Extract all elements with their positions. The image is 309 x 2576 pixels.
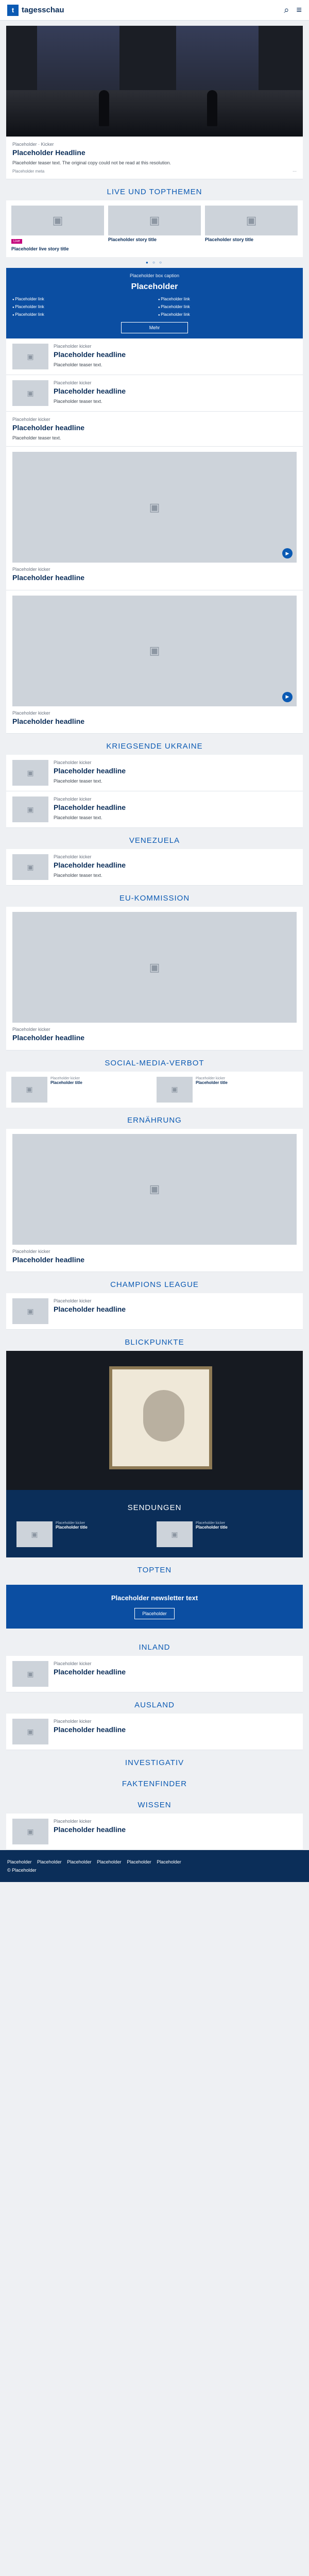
story-headline: Placeholder headline <box>12 573 85 582</box>
section-topten: TOPTEN <box>137 1566 172 1575</box>
story-headline: Placeholder headline <box>12 423 85 432</box>
play-icon[interactable]: ▶ <box>282 692 293 702</box>
live-badge: Live <box>11 239 22 244</box>
grid-item-kicker: Placeholder kicker <box>196 1521 226 1526</box>
image-placeholder-icon: ▣ <box>12 760 48 786</box>
grid-item-kicker: Placeholder kicker <box>196 1076 226 1080</box>
grid-item-title: Placeholder title <box>56 1525 88 1530</box>
info-link[interactable]: ● Placeholder link <box>12 297 151 301</box>
footer-link[interactable]: Placeholder <box>67 1859 92 1865</box>
image-placeholder-icon: ▣ <box>157 1521 193 1547</box>
play-icon[interactable]: ▶ <box>282 548 293 558</box>
story-item[interactable] <box>6 338 303 375</box>
story-kicker: Placeholder kicker <box>54 380 92 386</box>
live-item[interactable] <box>108 206 201 252</box>
figure <box>99 90 109 126</box>
stage <box>6 90 303 137</box>
story-headline: Placeholder headline <box>54 1725 126 1734</box>
info-link[interactable]: ● Placeholder link <box>158 304 297 309</box>
story-headline: Placeholder headline <box>54 803 126 812</box>
sendungen-grid <box>11 1516 298 1552</box>
picture-frame <box>109 1366 212 1469</box>
section-kriegsende: KRIEGSENDE UKRAINE <box>106 742 203 751</box>
section-inland: INLAND <box>139 1643 170 1652</box>
story-item[interactable] <box>6 1814 303 1850</box>
story-headline: Placeholder headline <box>54 861 126 870</box>
section-faktenfinder: FAKTENFINDER <box>122 1780 187 1789</box>
story-headline: Placeholder headline <box>12 717 85 725</box>
story-headline: Placeholder headline <box>54 350 126 359</box>
section-venezuela: VENEZUELA <box>129 836 180 845</box>
image-placeholder-icon: ▣ <box>12 1661 48 1687</box>
hero-image[interactable] <box>6 26 303 137</box>
video-story[interactable] <box>6 907 303 1050</box>
section-investigativ: INVESTIGATIV <box>125 1758 184 1768</box>
story-headline: Placeholder headline <box>54 1305 126 1314</box>
info-box <box>6 268 303 338</box>
grid-item[interactable] <box>157 1521 293 1547</box>
live-item-title: Placeholder story title <box>205 237 254 243</box>
section-champions: CHAMPIONS LEAGUE <box>110 1280 199 1290</box>
live-item[interactable] <box>205 206 298 252</box>
carousel-dots[interactable]: ● ○ ○ <box>146 260 163 265</box>
grid-item[interactable] <box>157 1077 298 1103</box>
portrait <box>143 1390 184 1442</box>
image-placeholder-icon: ▣ <box>12 1134 297 1245</box>
story-item[interactable] <box>6 1714 303 1750</box>
image-placeholder-icon: ▣ ▶ <box>12 452 297 563</box>
story-teaser: Placeholder teaser text. <box>54 815 102 820</box>
image-placeholder-icon: ▣ <box>16 1521 53 1547</box>
sendungen-section <box>6 1490 303 1557</box>
story-kicker: Placeholder kicker <box>12 710 50 716</box>
figure <box>207 90 217 126</box>
story-headline: Placeholder headline <box>54 1825 126 1834</box>
video-story[interactable] <box>6 590 303 734</box>
section-blickpunkte: BLICKPUNKTE <box>125 1338 184 1347</box>
newsletter-title: Placeholder newsletter text <box>111 1594 198 1602</box>
section-wissen: WISSEN <box>138 1801 171 1810</box>
footer-link[interactable]: Placeholder <box>97 1859 122 1865</box>
story-kicker: Placeholder kicker <box>54 1719 92 1724</box>
page-footer <box>0 1850 309 1882</box>
story-item[interactable] <box>6 1656 303 1692</box>
story-kicker: Placeholder kicker <box>54 760 92 766</box>
story-kicker: Placeholder kicker <box>54 796 92 802</box>
story-kicker: Placeholder kicker <box>12 1027 50 1032</box>
info-link[interactable]: ● Placeholder link <box>158 312 297 317</box>
grid-item-title: Placeholder title <box>50 1080 82 1085</box>
live-item[interactable] <box>11 206 104 252</box>
menu-icon[interactable]: ≡ <box>296 5 302 15</box>
story-meta: Placeholder meta <box>12 169 45 174</box>
live-row <box>6 200 303 257</box>
grid-item-title: Placeholder title <box>196 1525 228 1530</box>
share-icon[interactable]: ⋯ <box>293 169 297 174</box>
info-link[interactable]: ● Placeholder link <box>12 312 151 317</box>
story-kicker: Placeholder kicker <box>54 1298 92 1304</box>
video-story[interactable] <box>6 447 303 590</box>
info-box-title: Placeholder box caption <box>129 273 180 279</box>
image-placeholder-icon: ▣ <box>12 1298 48 1324</box>
story-teaser: Placeholder teaser text. The original copy could not be read at this resolution. <box>12 160 171 165</box>
logo[interactable] <box>7 5 64 16</box>
grid-item[interactable] <box>11 1077 152 1103</box>
image-placeholder-icon: ▣ <box>12 912 297 1023</box>
grid-item[interactable] <box>16 1521 152 1547</box>
image-placeholder-icon: ▣ <box>12 1719 48 1744</box>
story-kicker: Placeholder kicker <box>54 1819 92 1824</box>
image-placeholder-icon: ▣ <box>108 206 201 235</box>
image-placeholder-icon: ▣ <box>157 1077 193 1103</box>
grid-item-kicker: Placeholder kicker <box>56 1521 85 1526</box>
story-teaser: Placeholder teaser text. <box>54 362 102 367</box>
section-sendungen: SENDUNGEN <box>127 1503 182 1513</box>
story-headline[interactable]: Placeholder Headline <box>12 148 85 157</box>
section-live: LIVE UND TOPTHEMEN <box>107 188 202 197</box>
image-placeholder-icon: ▣ ▶ <box>12 596 297 706</box>
section-ernaehrung: ERNÄHRUNG <box>127 1115 182 1125</box>
grid-item-kicker: Placeholder kicker <box>50 1076 80 1080</box>
image-placeholder-icon: ▣ <box>12 796 48 822</box>
info-box-button[interactable]: Mehr <box>121 322 188 333</box>
logo-text: tagesschau <box>22 6 64 14</box>
story-item[interactable] <box>6 849 303 886</box>
story-item[interactable] <box>6 412 303 447</box>
info-link[interactable]: ● Placeholder link <box>158 297 297 301</box>
section-eu: EU-KOMMISSION <box>119 894 190 903</box>
footer-link[interactable]: Placeholder <box>7 1859 32 1865</box>
story-teaser: Placeholder teaser text. <box>54 398 102 404</box>
footer-link[interactable]: Placeholder <box>127 1859 151 1865</box>
story-item[interactable] <box>6 791 303 828</box>
story-teaser: Placeholder teaser text. <box>12 435 61 440</box>
story-kicker: Placeholder kicker <box>12 1248 50 1254</box>
story-teaser: Placeholder teaser text. <box>54 778 102 784</box>
story-item[interactable] <box>6 375 303 412</box>
story-item[interactable] <box>6 755 303 791</box>
story-item[interactable] <box>6 1293 303 1330</box>
blickpunkte-image[interactable] <box>6 1351 303 1490</box>
copyright: © Placeholder <box>7 1868 37 1873</box>
story-kicker: Placeholder kicker <box>54 1661 92 1667</box>
hero-story[interactable] <box>6 137 303 179</box>
story-headline: Placeholder headline <box>12 1255 85 1264</box>
story-kicker: Placeholder kicker <box>12 567 50 572</box>
live-item-title: Placeholder story title <box>108 237 157 243</box>
info-box-heading: Placeholder <box>131 282 178 292</box>
grid-item-title: Placeholder title <box>196 1080 228 1085</box>
image-placeholder-icon: ▣ <box>12 854 48 880</box>
story-teaser: Placeholder teaser text. <box>54 872 102 878</box>
footer-link[interactable]: Placeholder <box>157 1859 181 1865</box>
story-headline: Placeholder headline <box>54 1668 126 1676</box>
story-kicker: Placeholder kicker <box>12 417 50 422</box>
section-social: SOCIAL-MEDIA-VERBOT <box>105 1058 204 1067</box>
image-placeholder-icon: ▣ <box>12 344 48 369</box>
story-item[interactable] <box>6 1129 303 1273</box>
live-item-title: Placeholder live story title <box>11 246 69 252</box>
story-kicker: Placeholder kicker <box>54 854 92 860</box>
section-ausland: AUSLAND <box>134 1701 175 1710</box>
story-headline: Placeholder headline <box>54 387 126 396</box>
story-grid <box>6 1072 303 1108</box>
logo-mark: t <box>7 5 19 16</box>
image-placeholder-icon: ▣ <box>11 206 104 235</box>
image-placeholder-icon: ▣ <box>11 1077 47 1103</box>
info-link[interactable]: ● Placeholder link <box>12 304 151 309</box>
page-header <box>0 0 309 21</box>
image-placeholder-icon: ▣ <box>205 206 298 235</box>
story-headline: Placeholder headline <box>12 1033 85 1042</box>
image-placeholder-icon: ▣ <box>12 380 48 406</box>
image-placeholder-icon: ▣ <box>12 1819 48 1844</box>
newsletter-box <box>6 1585 303 1629</box>
story-kicker: Placeholder · Kicker <box>12 142 54 147</box>
story-kicker: Placeholder kicker <box>54 344 92 349</box>
footer-link[interactable]: Placeholder <box>37 1859 62 1865</box>
story-headline: Placeholder headline <box>54 767 126 775</box>
search-icon[interactable]: ⌕ <box>284 5 289 15</box>
newsletter-button[interactable]: Placeholder <box>134 1608 175 1619</box>
